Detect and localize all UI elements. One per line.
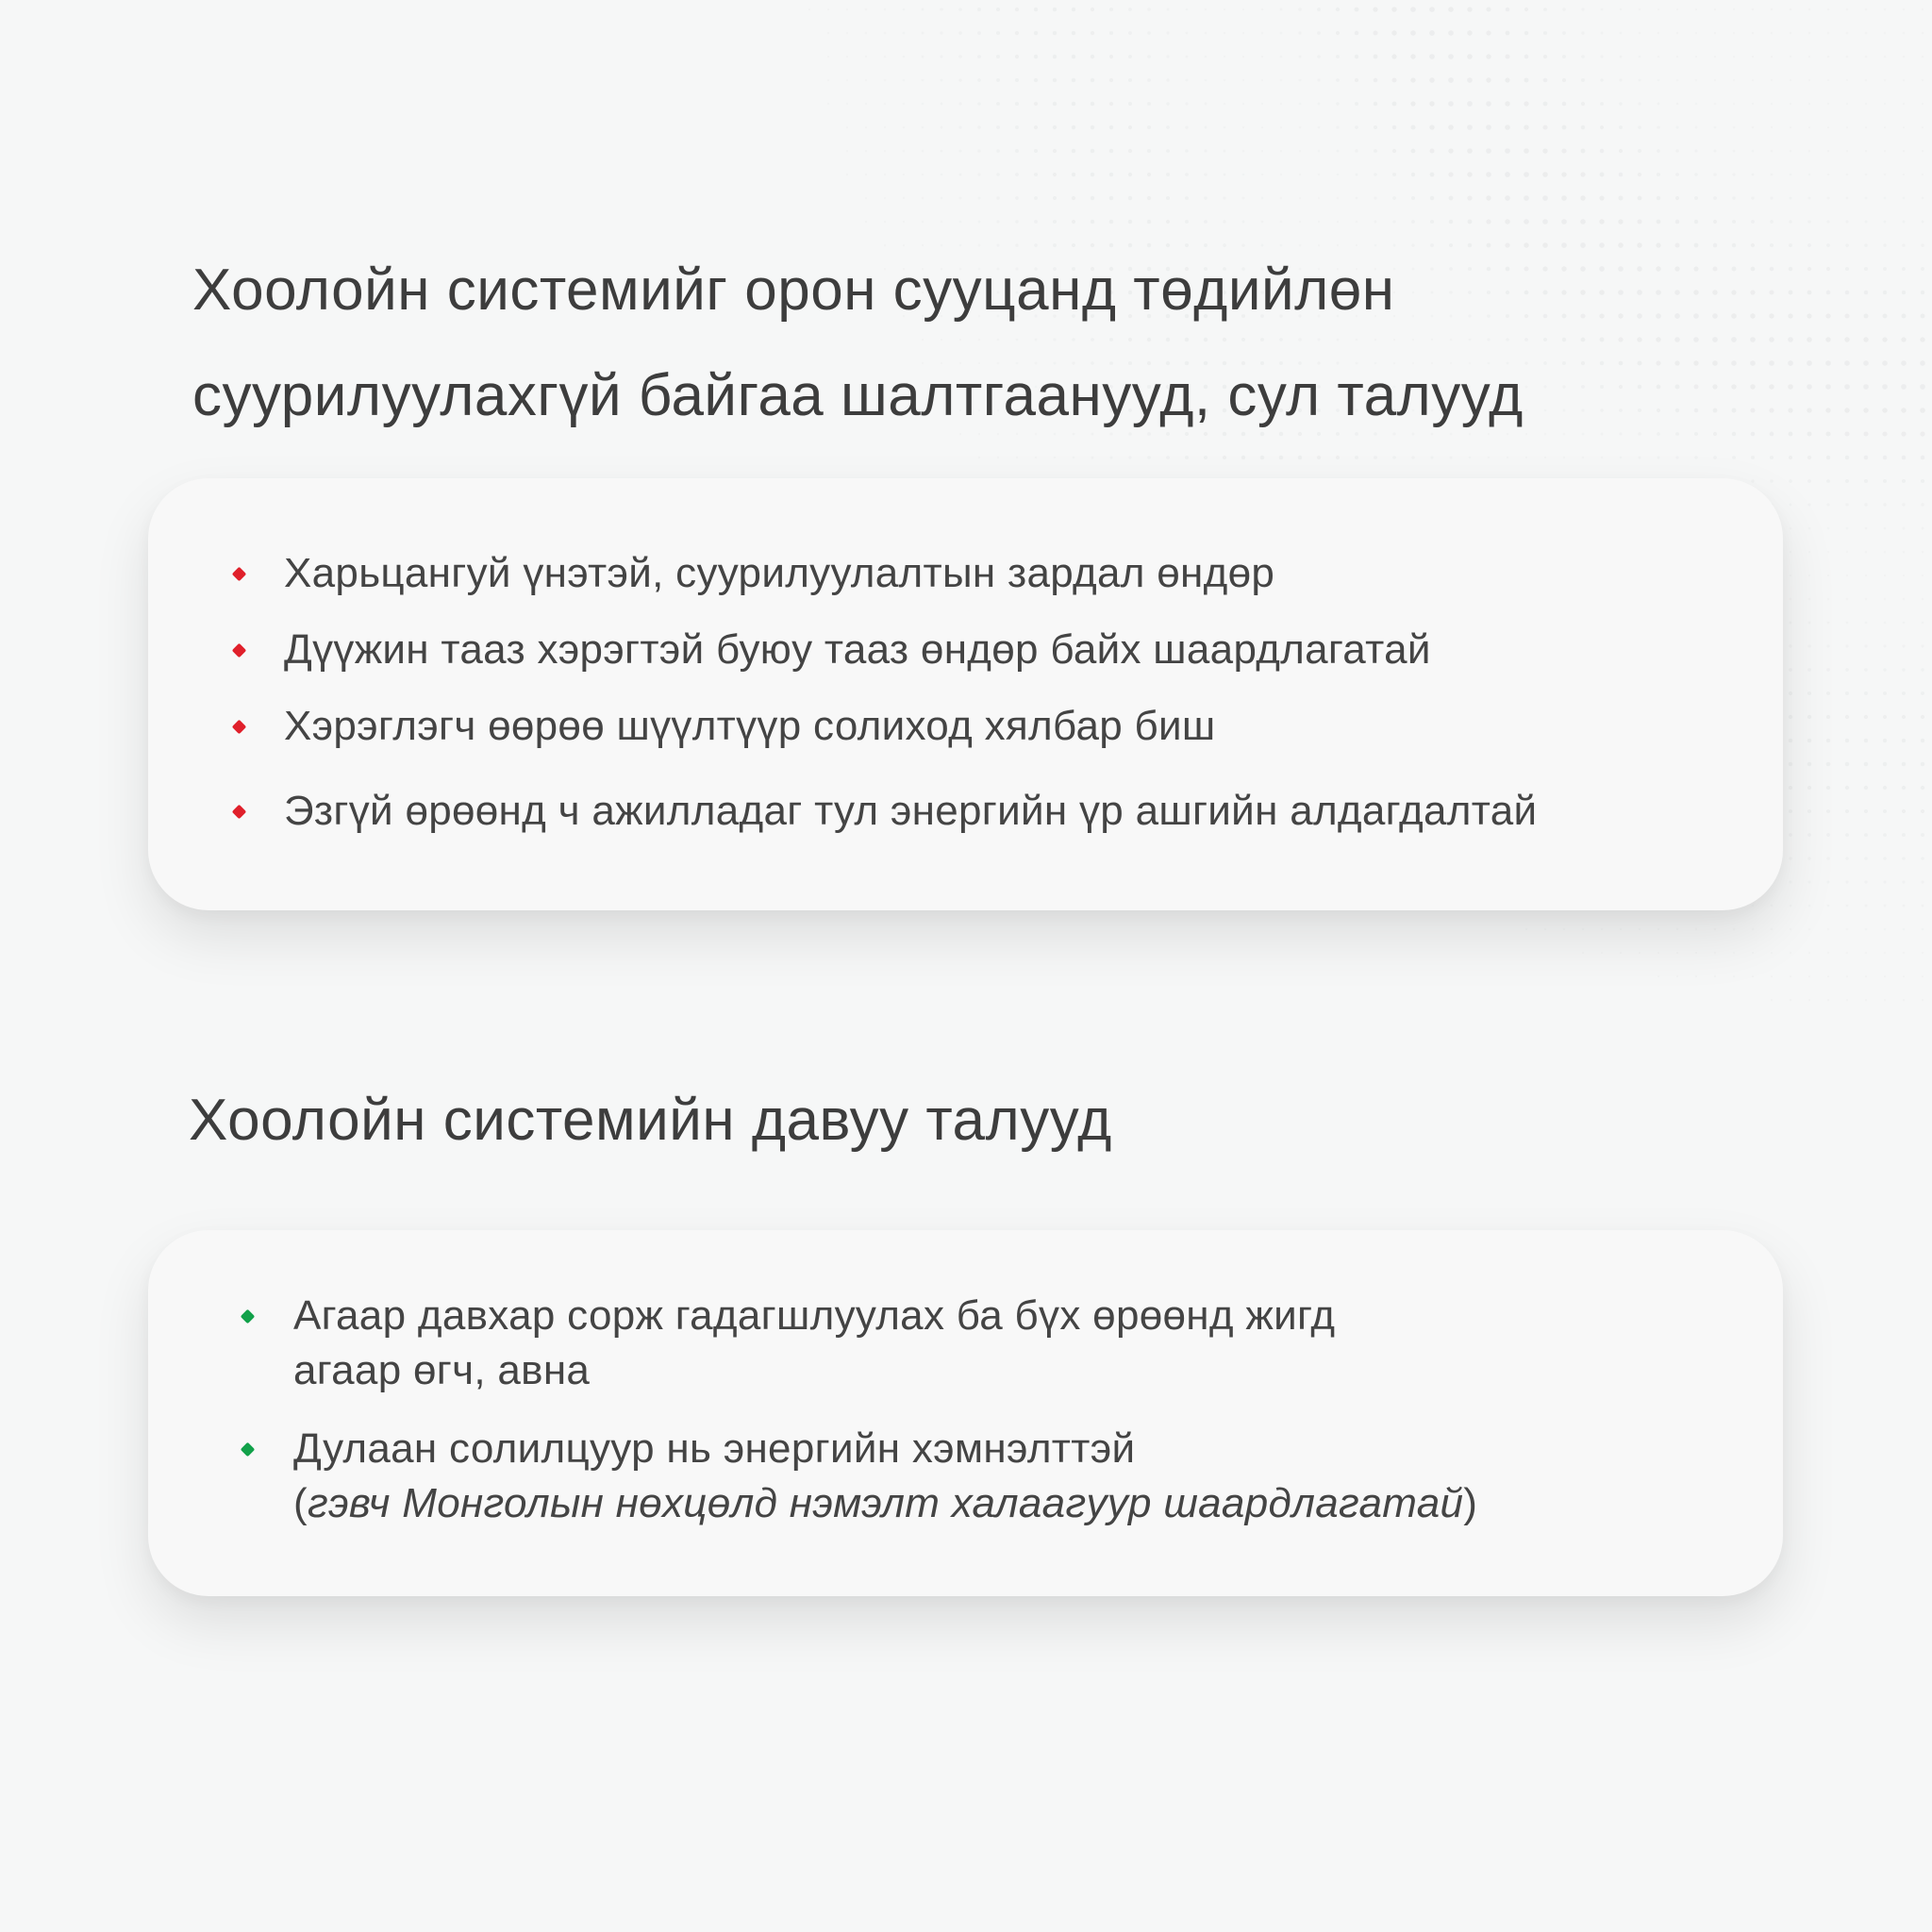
pros-item-line-1: Дулаан солилцуур нь энергийн хэмнэлттэй [293, 1425, 1136, 1472]
list-item [284, 699, 1216, 754]
cons-heading [192, 238, 1796, 449]
list-item [284, 784, 1537, 839]
list-item [284, 546, 1274, 601]
list-item [293, 1289, 1335, 1398]
note-open-paren: ( [293, 1480, 308, 1526]
cons-heading-line-1: Хоолойн системийг орон сууцанд төдийлөн [192, 258, 1395, 323]
cons-item-text: Харьцангуй үнэтэй, суурилуулалтын зардал өндөр [284, 550, 1275, 596]
green-diamond-bullet-icon [241, 1442, 256, 1457]
list-item [293, 1422, 1477, 1531]
cons-heading-line-2: суурилуулахгүй байгаа шалтгаанууд, сул талууд [192, 363, 1524, 428]
list-item [284, 623, 1431, 677]
pros-item-note [293, 1476, 1477, 1531]
pros-item-line-2: агаар өгч, авна [293, 1347, 591, 1393]
note-close-paren: ) [1463, 1480, 1478, 1526]
cons-card [148, 478, 1783, 910]
red-diamond-bullet-icon [232, 567, 247, 582]
pros-heading-text: Хоолойн системийн давуу талууд [189, 1088, 1112, 1153]
cons-item-text: Дүүжин тааз хэрэгтэй буюу тааз өндөр байх шаардлагатай [284, 626, 1431, 673]
red-diamond-bullet-icon [232, 720, 247, 735]
green-diamond-bullet-icon [241, 1309, 256, 1324]
pros-card [148, 1230, 1783, 1596]
cons-item-text: Хэрэглэгч өөрөө шүүлтүүр солиход хялбар биш [284, 703, 1216, 749]
red-diamond-bullet-icon [232, 805, 247, 820]
pros-item-note-text: гэвч Монголын нөхцөлд нэмэлт халаагуур шаардлагатай [307, 1480, 1464, 1526]
pros-heading [189, 1068, 1792, 1174]
pros-item-line-1: Агаар давхар сорж гадагшлуулах ба бүх өрөөнд жигд [293, 1292, 1336, 1339]
red-diamond-bullet-icon [232, 643, 247, 658]
cons-item-text: Эзгүй өрөөнд ч ажилладаг тул энергийн үр ашгийн алдагдалтай [284, 788, 1538, 834]
